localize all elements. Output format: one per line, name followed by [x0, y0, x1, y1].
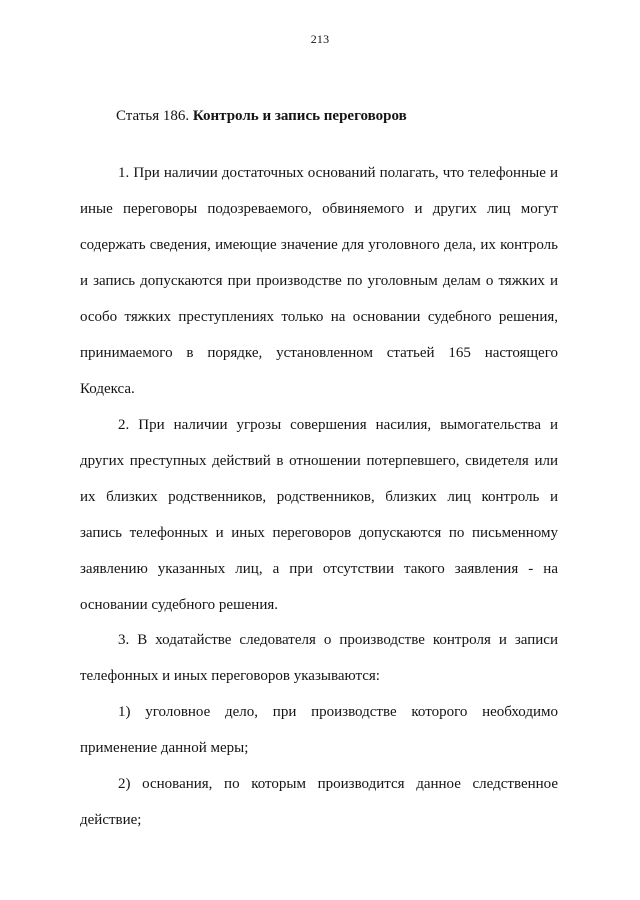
text-line: 2. При наличии угрозы совершения насилия, вымогательства и	[118, 417, 558, 433]
text-line: Кодекса.	[80, 381, 135, 397]
text-line: и запись допускаются при производстве по уголовным делам о тяжких и	[80, 273, 558, 289]
text-line: других преступных действий в отношении потерпевшего, свидетеля или	[80, 453, 558, 469]
text-line: принимаемого в порядке, установленном статьей 165 настоящего	[80, 345, 558, 361]
text-line: действие;	[80, 812, 142, 828]
text-line: основании судебного решения.	[80, 597, 278, 613]
text-line: запись телефонных и иных переговоров допускаются по письменному	[80, 525, 558, 541]
text-line: их близких родственников, родственников, близких лиц контроль и	[80, 489, 558, 505]
text-line: 3. В ходатайстве следователя о производстве контроля и записи	[118, 632, 558, 648]
text-line: телефонных и иных переговоров указываются:	[80, 668, 380, 684]
article-heading	[116, 108, 407, 125]
text-line: 1) уголовное дело, при производстве которого необходимо	[118, 704, 558, 720]
article-title: Контроль и запись переговоров	[192, 108, 407, 124]
text-line: 1. При наличии достаточных оснований полагать, что телефонные и	[118, 165, 558, 181]
text-line: заявлению указанных лиц, а при отсутствии такого заявления - на	[80, 561, 558, 577]
text-line: содержать сведения, имеющие значение для уголовного дела, их контроль	[80, 237, 558, 253]
text-line: особо тяжких преступлениях только на основании судебного решения,	[80, 309, 558, 325]
text-line: иные переговоры подозреваемого, обвиняемого и других лиц могут	[80, 201, 558, 217]
article-label: Статья 186.	[116, 108, 190, 124]
text-line: применение данной меры;	[80, 740, 249, 756]
page-number: 213	[310, 32, 330, 46]
text-line: 2) основания, по которым производится данное следственное	[118, 776, 558, 792]
